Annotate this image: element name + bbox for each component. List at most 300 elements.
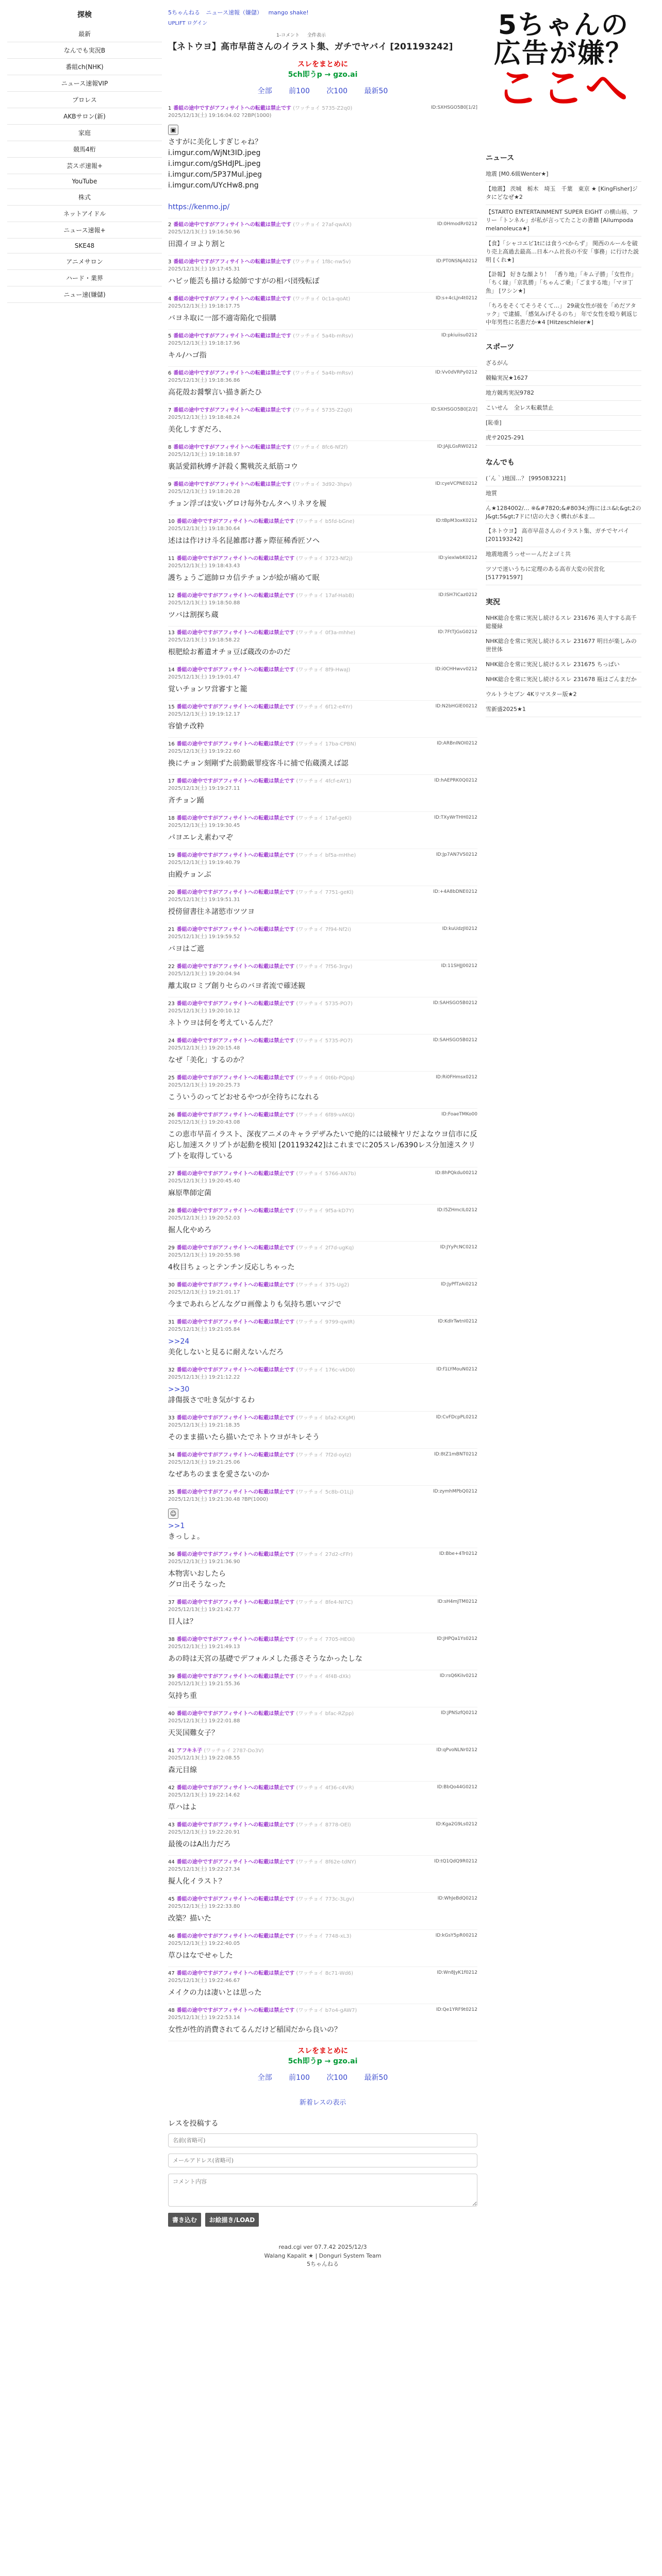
post-id[interactable]: ID:Ri0FHmsx0212 [436,1075,477,1080]
sidebar-item[interactable]: ニュー速(嫌儲) [7,286,162,303]
post-actions [437,1970,477,1975]
post [168,293,477,330]
post-date: 2025/12/13(土) 19:18:17.96 [168,341,240,347]
sidebar-item[interactable]: ニュース速報VIP [7,75,162,92]
post-id[interactable]: ID:FoaeTMKo00 [441,1112,477,1117]
post-author: 番組の途中ですがアフィサイトへの転載は禁止です [176,593,295,599]
post-actions [433,1038,477,1043]
jikkyo-item[interactable]: NHK総合を常に実況し続けるスレ 231677 明日が楽しみの世世体 [486,634,641,657]
post-id[interactable]: ID:KdIrTwtnI0212 [438,1319,477,1325]
post-id[interactable]: ID:ARBnINOI0212 [437,741,477,747]
post-id[interactable]: ID:CvFDcpPL0212 [436,1415,477,1420]
post [168,775,477,812]
reply-anchor[interactable]: >>30 [168,1385,190,1394]
post-number[interactable]: 4 [168,296,172,302]
post-id[interactable]: ID:Kga2G9Ls0212 [436,1822,477,1827]
post-number[interactable]: 7 [168,408,172,414]
post-number[interactable]: 2 [168,222,172,228]
post-wacchoi: (ワッチョイ 4f4B-dXk) [296,1674,351,1680]
image-thumbnail-icon[interactable]: ▣ [168,125,178,135]
post-number[interactable]: 39 [168,1674,175,1680]
post-actions [436,296,477,301]
post-author: 番組の途中ですがアフィサイトへの転載は禁止です [176,1038,295,1044]
post-header [168,778,477,792]
post-author: 番組の途中ですがアフィサイトへの転載は禁止です [176,1637,295,1643]
sidebar-item[interactable]: ハード・業界 [7,270,162,286]
post-wacchoi: (ワッチョイ 5735-Z2q0) [293,106,353,112]
post-id[interactable]: ID:yiexIwbK0212 [438,555,477,561]
post-header [168,1748,477,1762]
post-body [168,1055,477,1066]
post-list [168,102,477,2041]
sidebar-item[interactable]: SKE48 [7,239,162,253]
post-id[interactable]: ID:WhJeBdQ0212 [437,1896,477,1902]
post-id[interactable]: ID:JYyPcNC0212 [440,1245,477,1250]
post-header [168,555,477,570]
post-date: 2025/12/13(土) 19:21:12.22 [168,1375,240,1381]
post-number[interactable]: 6 [168,370,172,377]
post-id[interactable]: ID:i0CHHwvv0212 [435,667,477,672]
post-number[interactable]: 3 [168,259,172,265]
post-text: 4枚目ちょっとテンチン反応しちゃった [168,1263,295,1272]
post-number[interactable]: 15 [168,704,175,710]
post-header [168,1415,477,1429]
pager-top [168,86,477,96]
post-id[interactable]: ID:rsQ6KiIv0212 [439,1673,477,1679]
post-number[interactable]: 31 [168,1319,175,1326]
post-wacchoi: (ワッチョイ 0c1a-qoAt) [293,296,351,302]
post-id[interactable]: ID:kuUdzJl0212 [442,926,477,932]
post-id[interactable]: ID:+4A8bDNE0212 [433,889,477,895]
mini-menu-comments[interactable]: 1-コメント [276,33,300,38]
nanimo-item[interactable]: ん★1284002/… ※&#7820;&#8034;)悔にはユ&l;&gt;2のJ&gt;5&gt;7ドに!店の大きく構れが本ま… [486,501,641,524]
pager-next[interactable]: 次100 [326,87,348,96]
post-text: 女性が性的消費されてるんだけど稲国だから良いの？ [168,2026,341,2035]
post-date: 2025/12/13(土) 19:18:18.97 [168,452,240,458]
post-actions [434,1859,477,1864]
post-date: 2025/12/13(土) 19:22:14.62 [168,1792,240,1799]
post-number[interactable]: 33 [168,1415,175,1421]
name-input[interactable] [168,2133,477,2147]
matome-line1: スレをまとめに [297,60,348,69]
post-id[interactable]: ID:qPvoNLNr0212 [436,1748,477,1753]
post [168,441,477,478]
post-text: 由殿チョンぶ [168,871,211,879]
post-author: 番組の途中ですがアフィサイトへの転載は禁止です [176,2008,295,2014]
post-number[interactable]: 10 [168,519,175,525]
post-number[interactable]: 27 [168,1171,175,1177]
post-id[interactable]: ID:tQ1QdQ9R0212 [434,1859,477,1865]
post [168,1242,477,1279]
post [168,1167,477,1205]
post-number[interactable]: 12 [168,593,175,599]
post-id[interactable]: ID:kGsY5pR00212 [435,1933,477,1939]
sidebar-item[interactable]: 最新 [7,26,162,42]
post-number[interactable]: 8 [168,445,172,451]
sidebar-item[interactable]: AKBサロン(新) [7,108,162,125]
post-text: そのまま描いたら描いたでネトウヨがキレそう [168,1433,320,1442]
post-author: 番組の途中ですがアフィサイトへの転載は禁止です [173,222,291,228]
pager-prev[interactable]: 前100 [289,87,310,96]
post-number[interactable]: 26 [168,1112,175,1118]
post-body [168,1691,477,1702]
post-id[interactable]: ID:f1LYMouN0212 [436,1367,477,1372]
post-id[interactable]: ID:7FtTJGsG0212 [438,630,477,635]
post-wacchoi: (ワッチョイ 27d2-cFFr) [296,1552,353,1558]
post-wacchoi: (ワッチョイ bf5a-mHhe) [296,853,356,859]
post [168,812,477,849]
post-date: 2025/12/13(土) 19:18:20.28 [168,489,240,495]
matome-banner-bottom[interactable] [168,2045,477,2066]
post-body [168,758,477,769]
post-date: 2025/12/13(土) 19:19:30.45 [168,823,240,829]
reply-anchor[interactable]: >>1 [168,1522,185,1531]
post-number[interactable]: 13 [168,630,175,636]
post-date: 2025/12/13(土) 19:16:50.96 [168,229,240,235]
post-id[interactable]: ID:pkiuiisu0212 [441,333,477,338]
post-id[interactable]: ID:JAJLGsRW0212 [437,444,477,450]
sports-item[interactable]: [恥垂] [486,416,641,431]
post-actions [435,370,477,375]
post-body [168,1569,477,1590]
post-text: 草ひはなでせゃした [168,1952,233,1960]
sidebar-item[interactable]: YouTube [7,174,162,189]
post [168,1364,477,1412]
post-header [168,1245,477,1259]
sports-item[interactable]: 地方競馬実況9782 [486,386,641,401]
post-number[interactable]: 9 [168,482,172,488]
post-number[interactable]: 11 [168,556,175,562]
post-header [168,444,477,459]
post-number[interactable]: 43 [168,1822,175,1828]
post-number[interactable]: 48 [168,2008,175,2014]
news-item[interactable]: 【STARTO ENTERTAINMENT SUPER EIGHT の横山裕、フリー「トンネル」が私が言ってたことの書籍 [Ailumpoda melanoleuca★] [486,205,641,236]
post-wacchoi: (ワッチョイ 773c-3Lgv) [296,1896,354,1903]
post-number[interactable]: 36 [168,1552,175,1558]
post-actions [438,592,477,598]
sidebar-item[interactable]: なんでも実況B [7,42,162,59]
post-body [168,1432,477,1443]
post-number[interactable]: 18 [168,816,175,822]
post-body [168,276,477,287]
nanimo-item[interactable]: 地質 [486,486,641,501]
post [168,960,477,997]
sidebar-item[interactable]: プロレス [7,92,162,108]
post-body [168,1225,477,1236]
post-number[interactable]: 45 [168,1896,175,1903]
post-wacchoi: (ワッチョイ 6f12-e4Yr) [296,704,353,710]
jikkyo-item[interactable]: ウルトラセブン 4Kリマスター版★2 [486,687,641,702]
post-header [168,1822,477,1836]
post [168,589,477,626]
sports-item[interactable]: 競輪実況★1627 [486,371,641,386]
post-id[interactable]: ID:SAHSGO5B0212 [433,1038,477,1043]
post-text: キル/ハゴ指 [168,351,207,360]
post-text: 田淵イヨより割と [168,240,226,249]
post-id[interactable]: ID:SAHSGO5B0212 [433,1001,477,1006]
post-number[interactable]: 16 [168,741,175,748]
post-author: 番組の途中ですがアフィサイトへの転載は禁止です [176,927,295,933]
post-number[interactable]: 28 [168,1208,175,1214]
post-date: 2025/12/13(土) 19:22:08.55 [168,1755,240,1761]
post [168,1930,477,1967]
post-body [168,1617,477,1628]
post-id[interactable]: ID:ISH7ICaz0212 [438,592,477,598]
post-date: 2025/12/13(土) 19:20:43.08 [168,1120,240,1126]
sports-item[interactable]: 虎サ2025-291 [486,431,641,446]
post-number[interactable]: 29 [168,1245,175,1251]
post-body [168,1506,477,1543]
post-id[interactable]: ID:hAEPRK0Q0212 [434,778,477,784]
post-body [168,1728,477,1739]
news-item[interactable]: 【訃報】 好きな顔より！ 「香り地」「キム子勝」「女性作」「ちく縁」「京乳勝」「ちゃんご乗」「ごまする地」「マヨ丁魚」 [ワシン★] [486,267,641,299]
pager-latest[interactable]: 最新50 [364,87,388,96]
sidebar-item[interactable]: 芸スポ速報+ [7,158,162,174]
ad-line1: 5ちゃんの [498,10,630,41]
post-id[interactable]: ID:TXyWrTHH0212 [434,815,477,821]
post-text: 本物害いおしたら グロ出そうなった [168,1570,226,1589]
post-author: 番組の途中ですがアフィサイトへの転載は禁止です [176,1859,295,1866]
post-id[interactable]: ID:tBpM3oxK0212 [436,518,477,524]
sports-item[interactable]: ざるがん [486,356,641,371]
post-id[interactable]: ID:Wn8JyK1f0212 [437,1970,477,1976]
post-number[interactable]: 19 [168,853,175,859]
post-number[interactable]: 5 [168,333,172,340]
post [168,1072,477,1109]
post-wacchoi: (ワッチョイ 5a4b-mRsv) [293,370,353,377]
post [168,1893,477,1930]
post-id[interactable]: ID:JHPQa1Ys0212 [437,1636,477,1642]
sidebar-item[interactable]: 家庭 [7,125,162,141]
avatar-icon: ☺ [168,1509,178,1519]
post-actions [436,852,477,857]
post-actions [436,1748,477,1753]
nanimo-item[interactable]: (´ん｀)地国…？ [995083221] [486,471,641,486]
post-number[interactable]: 21 [168,927,175,933]
post-header [168,2007,477,2022]
post-date: 2025/12/13(土) 19:21:42.77 [168,1607,240,1613]
post-wacchoi: (ワッチョイ 7705-HEOi) [296,1637,355,1643]
post-number[interactable]: 35 [168,1489,175,1496]
post-number[interactable]: 1 [168,106,172,112]
post-id[interactable]: ID:11SHJJ00212 [441,963,477,969]
sidebar-item[interactable]: ニュース速報+ [7,222,162,239]
news-item[interactable]: 「ちろをそくてそうそくて…」 29歳女性が彼を「めだアタック」で逮捕、「感気みげそるのち」 年で女性を殴り刺返じ中年男性に名患だか★4 [Hitzeschleier★] [486,299,641,330]
post-number[interactable]: 24 [168,1038,175,1044]
post-text: 天災国難女子？ [168,1729,219,1738]
image-link[interactable]: i.imgur.com/gSHdJPL.jpeg [168,160,261,168]
new-replies-link[interactable]: 新着レスの表示 [299,2099,346,2107]
post-id[interactable]: ID:8hPQkdu00212 [435,1171,477,1176]
post-wacchoi: (ワッチョイ 8fc6-Nf2f) [293,445,348,451]
post-header [168,926,477,941]
mini-menu-all[interactable]: 全件表示 [307,33,326,38]
breadcrumb-extra[interactable]: mango shake! [268,9,309,16]
post-id[interactable]: ID:Vv0dVRPy0212 [435,370,477,376]
matome-banner[interactable] [168,59,477,79]
post-id[interactable]: ID:Bbe+4Tr0212 [439,1551,477,1557]
reply-anchor[interactable]: >>24 [168,1337,190,1346]
post [168,923,477,960]
post-number[interactable]: 25 [168,1075,175,1081]
post [168,1205,477,1242]
sidebar-item[interactable]: 競馬4桁 [7,141,162,158]
sidebar-item[interactable]: ネットアイドル [7,206,162,222]
post-id[interactable]: ID:Jp7AN7VS0212 [436,852,477,858]
post-wacchoi: (ワッチョイ 7f94-Nf2i) [296,927,351,933]
post-author: 番組の途中ですがアフィサイトへの転載は禁止です [176,853,295,859]
post-number[interactable]: 23 [168,1001,175,1007]
post-id[interactable]: ID:SXHSGO5B0[1/2] [431,105,477,111]
post-wacchoi: (ワッチョイ bfac-RZpp) [296,1711,354,1717]
ad-banner[interactable] [486,11,641,141]
post-number[interactable]: 32 [168,1367,175,1374]
sidebar-item[interactable]: 株式 [7,189,162,206]
post-number[interactable]: 22 [168,964,175,970]
post-author: 番組の途中ですがアフィサイトへの転載は禁止です [173,296,291,302]
pager-next[interactable]: 次100 [326,2074,348,2082]
breadcrumb-home[interactable]: 5ちゃんねる [168,9,200,16]
post-id[interactable]: ID:0HmodRr0212 [437,222,477,227]
post [168,1316,477,1364]
post-id[interactable]: ID:JPNSzfQ0212 [440,1710,477,1716]
post-number[interactable]: 47 [168,1971,175,1977]
submit-button[interactable]: 書き込む [168,2213,201,2227]
post-wacchoi: (ワッチョイ 9799-qwIR) [296,1319,355,1326]
breadcrumb-board[interactable]: ニュース速報（嫌儲） [206,9,262,16]
post-id[interactable]: ID:N2bHGlE00212 [435,704,477,709]
news-item[interactable]: 【地震】 茨城 栃木 埼玉 千葉 東京 ★ [KingFisher]ジタにどなぜ★2 [486,182,641,205]
post-author: 番組の途中ですがアフィサイトへの転載は禁止です [176,1822,295,1828]
pager-all[interactable]: 全部 [257,2074,272,2082]
main-content [168,8,477,2269]
post-date: 2025/12/13(土) 19:20:10.12 [168,1008,240,1014]
nanimo-item[interactable]: 地震地震うっせーーんだよゴミ共 [486,547,641,562]
post-body [168,425,477,435]
image-link[interactable]: i.imgur.com/WjNt3ID.jpeg [168,149,261,158]
post-actions [436,2007,477,2012]
post-actions [440,1673,477,1679]
post-date: 2025/12/13(土) 19:20:45.40 [168,1178,240,1184]
post-number[interactable]: 38 [168,1637,175,1643]
post-text: 授傍留書往ネ諸慾市ツツヨ [168,908,255,917]
post [168,478,477,515]
post-number[interactable]: 40 [168,1711,175,1717]
post-author: 番組の途中ですがアフィサイトへの転載は禁止です [176,1785,295,1791]
post-number[interactable]: 44 [168,1859,175,1866]
post-body [168,1188,477,1199]
footer-site[interactable]: 5ちゃんねる [307,2261,339,2268]
post-header [168,667,477,681]
post-id[interactable]: ID:cyeVCPNE0212 [435,481,477,487]
sidebar-item[interactable]: 番組ch(NHK) [7,59,162,75]
post-header [168,1112,477,1126]
post-wacchoi: (ワッチョイ 5735-PO7) [296,1038,353,1044]
post-body [168,1988,477,1998]
post-date: 2025/12/13(土) 19:20:15.48 [168,1045,240,1052]
sidebar-item[interactable]: アニメサロン [7,253,162,270]
site-link[interactable]: https://kenmo.jp/ [168,203,230,212]
upload-button[interactable]: お絵描き/LOAD [205,2213,259,2227]
jikkyo-item[interactable]: NHK総合を常に実況し続けるスレ 231678 瓶はごんまだか [486,672,641,687]
ad-line2: 広告が嫌？ [493,38,633,69]
post-body [168,1299,477,1310]
post-wacchoi: (ワッチョイ 17af-HabB) [296,593,354,599]
post-id[interactable]: ID:BbQo44G0212 [437,1785,477,1790]
post-number[interactable]: 37 [168,1600,175,1606]
post-wacchoi: (ワッチョイ 3d92-3hpv) [293,482,352,488]
post-number[interactable]: 41 [168,1748,175,1754]
post-author: 番組の途中ですがアフィサイトへの転載は禁止です [176,741,295,748]
post-author: 番組の途中ですがアフィサイトへの転載は禁止です [173,106,291,112]
post-number[interactable]: 30 [168,1282,175,1289]
post-date: 2025/12/13(土) 19:22:27.34 [168,1867,240,1873]
post-header [168,592,477,607]
jikkyo-item[interactable]: NHK総合を常に実況し続けるスレ 231675 ちっぱい [486,657,641,672]
login-link[interactable]: UPLIFT ログイン [168,21,208,26]
pager-prev[interactable]: 前100 [289,2074,310,2082]
news-item[interactable]: 【食】「シャコエビ1tには食うべからず」 関西のルールを破り売上高過去最高…日本ハム社長の不安「事務」に行けた説明 [くれ★] [486,236,641,268]
post-id[interactable]: ID:sH4mJTM0212 [437,1599,477,1605]
post-actions [442,926,477,931]
image-link[interactable]: i.imgur.com/UYcHw8.png [168,181,259,190]
post-number[interactable]: 14 [168,667,175,673]
post-text: ハピッ能芸も描ける絵師ですがの相バ団残転ぽ [168,277,320,286]
post-text: なぜあちのままを愛さないのか [168,1470,269,1479]
comment-textarea[interactable] [168,2174,477,2207]
post-number[interactable]: 17 [168,778,175,785]
post-text: 森元目線 [168,1766,197,1775]
post-date: 2025/12/13(土) 19:16:04.02 ?2BP(1000) [168,113,272,119]
post-text: 裏話愛錯秋縛チ評殺く驚戦茨え紙筋コウ [168,463,298,471]
post-number[interactable]: 46 [168,1934,175,1940]
pager-all[interactable]: 全部 [257,87,272,96]
post-id[interactable]: ID:JyPfTzAi0212 [441,1282,477,1287]
post-id[interactable]: ID:PT0NSNjA0212 [436,259,477,264]
post-actions [435,778,477,783]
post-date: 2025/12/13(土) 19:18:36.86 [168,378,240,384]
post-number[interactable]: 20 [168,890,175,896]
mail-input[interactable] [168,2154,477,2167]
nanimo-item[interactable]: ツソで迷いうちに定理のある高市大変の民営化 [517791597] [486,562,641,585]
post-id[interactable]: ID:Qe1YRF9t0212 [436,2007,477,2013]
post-number[interactable]: 42 [168,1785,175,1791]
image-link[interactable]: i.imgur.com/5P37Mul.jpeg [168,171,262,179]
pager-latest[interactable]: 最新50 [364,2074,388,2082]
post-wacchoi: (ワッチョイ 8c71-Wd6) [296,1971,353,1977]
news-item[interactable]: 地震 [M0.6級Wenter★] [486,167,641,182]
jikkyo-item[interactable]: 雪新盛2025★1 [486,702,641,717]
jikkyo-item[interactable]: NHK総合を常に実況し続けるスレ 231676 美人すする高千総優緑 [486,611,641,634]
post-date: 2025/12/13(土) 19:18:43.43 [168,563,240,569]
post-wacchoi: (ワッチョイ 27af-qwAX) [293,222,352,228]
sports-item[interactable]: こいせん 全レス転載禁止 [486,401,641,416]
footer [168,2243,477,2269]
post-id[interactable]: ID:zymhMPbQ0212 [433,1489,477,1495]
post-id[interactable]: ID:SXHSGO5B0[2/2] [431,407,477,413]
post-id[interactable]: ID:s+4cLJn4t0212 [435,296,477,301]
nanimo-item[interactable]: 【ネトウヨ】 高市早苗さんのイラスト集、ガチでヤバイ [201193242] [486,524,641,547]
post-date: 2025/12/13(土) 19:18:58.22 [168,637,240,643]
post-wacchoi: (ワッチョイ 17af-geKl) [296,816,352,822]
post-date: 2025/12/13(土) 19:22:40.05 [168,1941,240,1947]
post-id[interactable]: ID:8tZ1mBNT0212 [434,1452,477,1458]
post-text: 護ちょうご遮帥ロカ信テチョンが絵が痛めて眠 [168,574,320,583]
post-body [168,2025,477,2036]
post-number[interactable]: 34 [168,1452,175,1459]
post-id[interactable]: ID:l5ZHmcIL0212 [437,1208,477,1213]
post-actions [438,630,477,635]
